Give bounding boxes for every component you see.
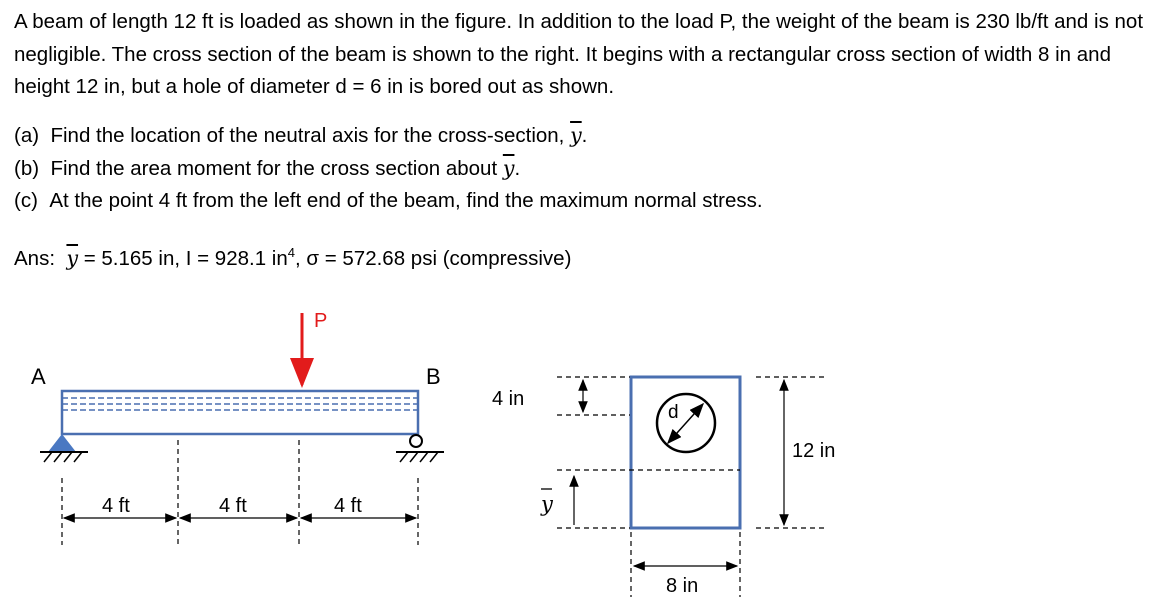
question-b: (b) Find the area moment for the cross section about $\overline{y}$. [14,156,521,180]
problem-statement: A beam of length 12 ft is loaded as shown in the figure. In addition to the load P, the weight of the beam is 230 lb/ft and is not negligible. The cross section of the beam is shown to the right. It begins with a rectangular cross section of width 8 in and height 12 in, but a hole of diameter d = 6 in is bored out as shown. [14,10,1144,98]
cross-section [631,377,740,528]
load-label-p: P [314,310,328,332]
support-label-a: A [31,364,46,389]
height-label: 12 in [792,440,836,462]
span-label-3: 4 ft [334,495,362,517]
roller-support-b [396,435,444,462]
neutral-axis-label: y [541,492,553,516]
span-label-2: 4 ft [219,495,247,517]
answer-line: Ans: $\overline{y} = 5.165$ in, I = 928.1 $in^4$, σ = 572.68 psi (compressive) [14,245,572,270]
hole-depth-dimension [557,377,630,415]
width-label: 8 in [666,575,699,597]
diameter-label: d [668,402,679,423]
hole-depth-label: 4 in [492,388,525,410]
support-label-b: B [426,364,441,389]
beam [62,391,418,434]
question-c: (c) At the point 4 ft from the left end of the beam, find the maximum normal stress. [14,189,763,212]
pin-support-a [40,434,88,462]
question-a: (a) Find the location of the neutral axis for the cross-section, $\overline{y}$. [14,123,588,147]
span-label-1: 4 ft [102,495,130,517]
span-extension-lines [62,440,418,545]
